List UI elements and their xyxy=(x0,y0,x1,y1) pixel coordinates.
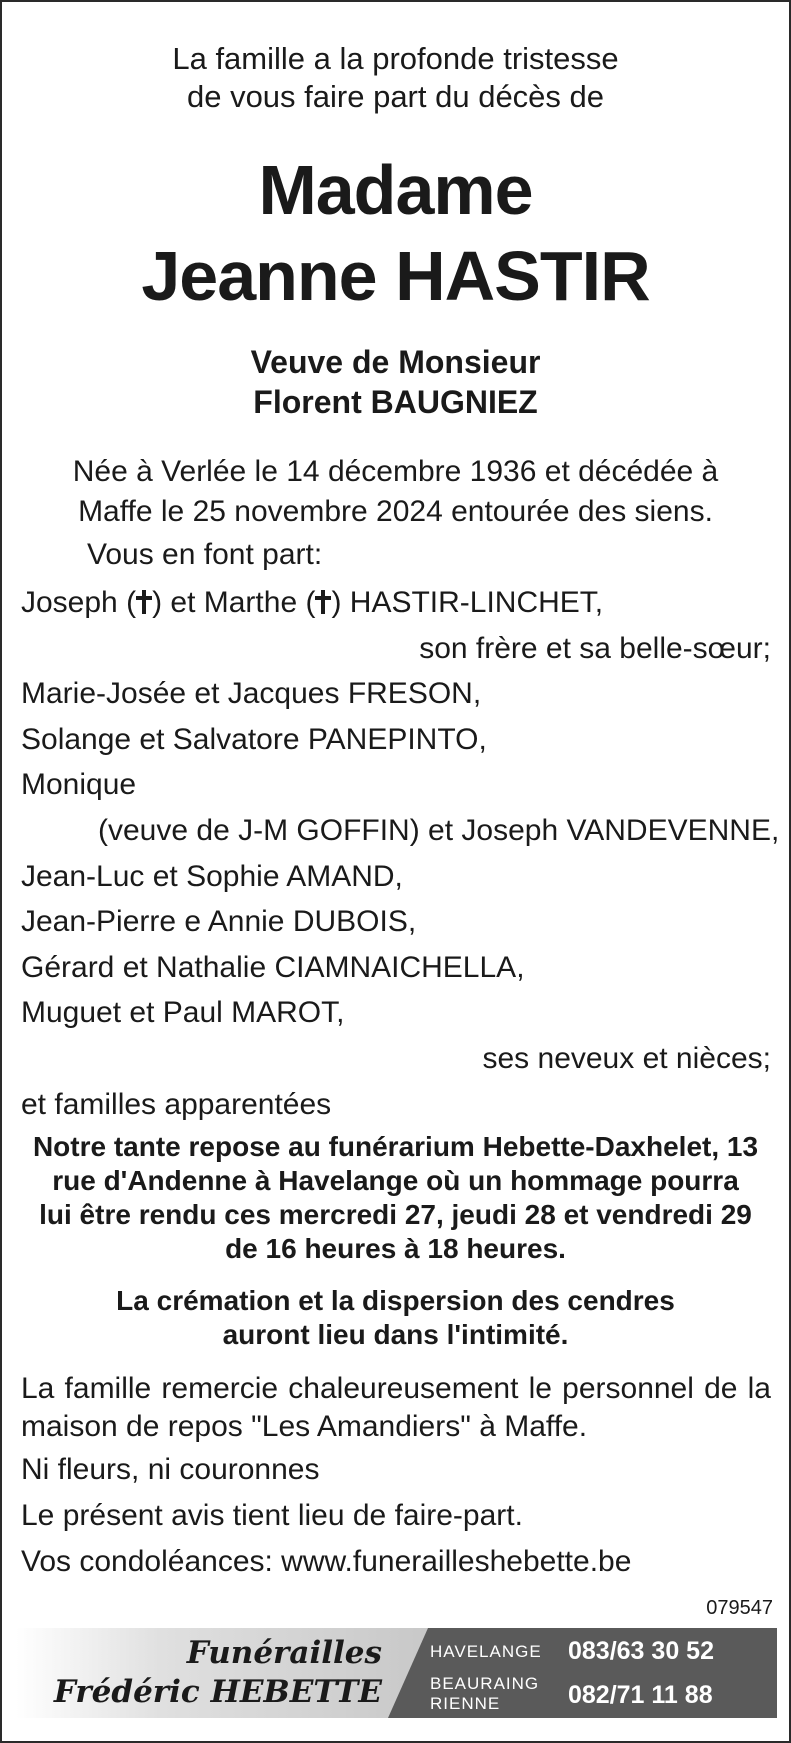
siblings-line xyxy=(21,583,603,623)
nephew-line: Monique xyxy=(21,768,137,801)
siblings-part-3: ) HASTIR-LINCHET, xyxy=(331,586,604,619)
cross-icon xyxy=(315,590,331,614)
phone-havelange: 083/63 30 52 xyxy=(568,1637,714,1665)
deceased-full-name: Jeanne HASTIR xyxy=(141,237,650,315)
birth-line-1: Née à Verlée le 14 décembre 1936 et décédée à xyxy=(72,455,719,488)
faire-part-line: Le présent avis tient lieu de faire-part. xyxy=(21,1499,523,1532)
intro-text xyxy=(2,40,789,116)
birth-death-info xyxy=(22,452,769,532)
location-havelange: HAVELANGE xyxy=(430,1642,542,1661)
brand-line-2: Frédéric HEBETTE xyxy=(53,1674,382,1710)
intro-line-1: La famille a la profonde tristesse xyxy=(172,41,619,76)
funeral-home-brand xyxy=(54,1634,382,1712)
thanks-paragraph: La famille remercie chaleureusement le personnel de la maison de repos "Les Amandiers" à Maffe. xyxy=(21,1372,771,1443)
deceased-title: Madame xyxy=(258,151,533,229)
nephews-relation: ses neveux et nièces; xyxy=(482,1042,771,1075)
phone-rienne: 082/71 11 88 xyxy=(568,1681,713,1709)
banner-slant xyxy=(388,1628,428,1718)
spouse-line-2: Florent BAUGNIEZ xyxy=(253,384,538,420)
reference-number: 079547 xyxy=(706,1597,773,1619)
flowers-line: Ni fleurs, ni couronnes xyxy=(21,1453,320,1486)
spouse-info xyxy=(2,342,789,422)
cross-icon xyxy=(136,590,152,614)
location-beauraing: BEAURAING xyxy=(430,1674,540,1693)
announcers-heading: Vous en font part: xyxy=(87,538,323,571)
repose-line: lui être rendu ces mercredi 27, jeudi 28 et vendredi 29 xyxy=(39,1199,752,1230)
spouse-line-1: Veuve de Monsieur xyxy=(250,344,541,380)
brand-line-1: Funérailles xyxy=(186,1635,382,1671)
nephew-line: Solange et Salvatore PANEPINTO, xyxy=(21,723,487,756)
repose-line: Notre tante repose au funérarium Hebette-Daxhelet, 13 xyxy=(32,1131,759,1162)
siblings-relation: son frère et sa belle-sœur; xyxy=(419,632,771,665)
deceased-name xyxy=(2,147,789,319)
repose-line: rue d'Andenne à Havelange où un hommage pourra xyxy=(52,1165,739,1196)
nephew-line: Jean-Luc et Sophie AMAND, xyxy=(21,860,403,893)
siblings-part-2: ) et Marthe ( xyxy=(152,586,316,619)
intro-line-2: de vous faire part du décès de xyxy=(186,79,605,114)
location-rienne: RIENNE xyxy=(430,1694,501,1713)
repose-line: de 16 heures à 18 heures. xyxy=(225,1233,566,1264)
nephew-line: Jean-Pierre e Annie DUBOIS, xyxy=(21,905,417,938)
nephew-line: Marie-Josée et Jacques FRESON, xyxy=(21,677,482,710)
condolences-line: Vos condoléances: www.funerailleshebette.be xyxy=(21,1545,632,1578)
repose-notice xyxy=(16,1130,775,1266)
funeral-home-banner xyxy=(16,1628,777,1718)
nephew-line: (veuve de J-M GOFFIN) et Joseph VANDEVENNE, xyxy=(98,814,780,847)
siblings-part-1: Joseph ( xyxy=(21,586,137,619)
cremation-line: auront lieu dans l'intimité. xyxy=(222,1319,569,1350)
birth-line-2: Maffe le 25 novembre 2024 entourée des siens. xyxy=(78,495,713,528)
nephew-line: Gérard et Nathalie CIAMNAICHELLA, xyxy=(21,951,525,984)
cremation-line: La crémation et la dispersion des cendres xyxy=(116,1285,675,1316)
nephew-line: Muguet et Paul MAROT, xyxy=(21,996,345,1029)
families-line: et familles apparentées xyxy=(21,1088,332,1121)
cremation-notice xyxy=(16,1284,775,1352)
